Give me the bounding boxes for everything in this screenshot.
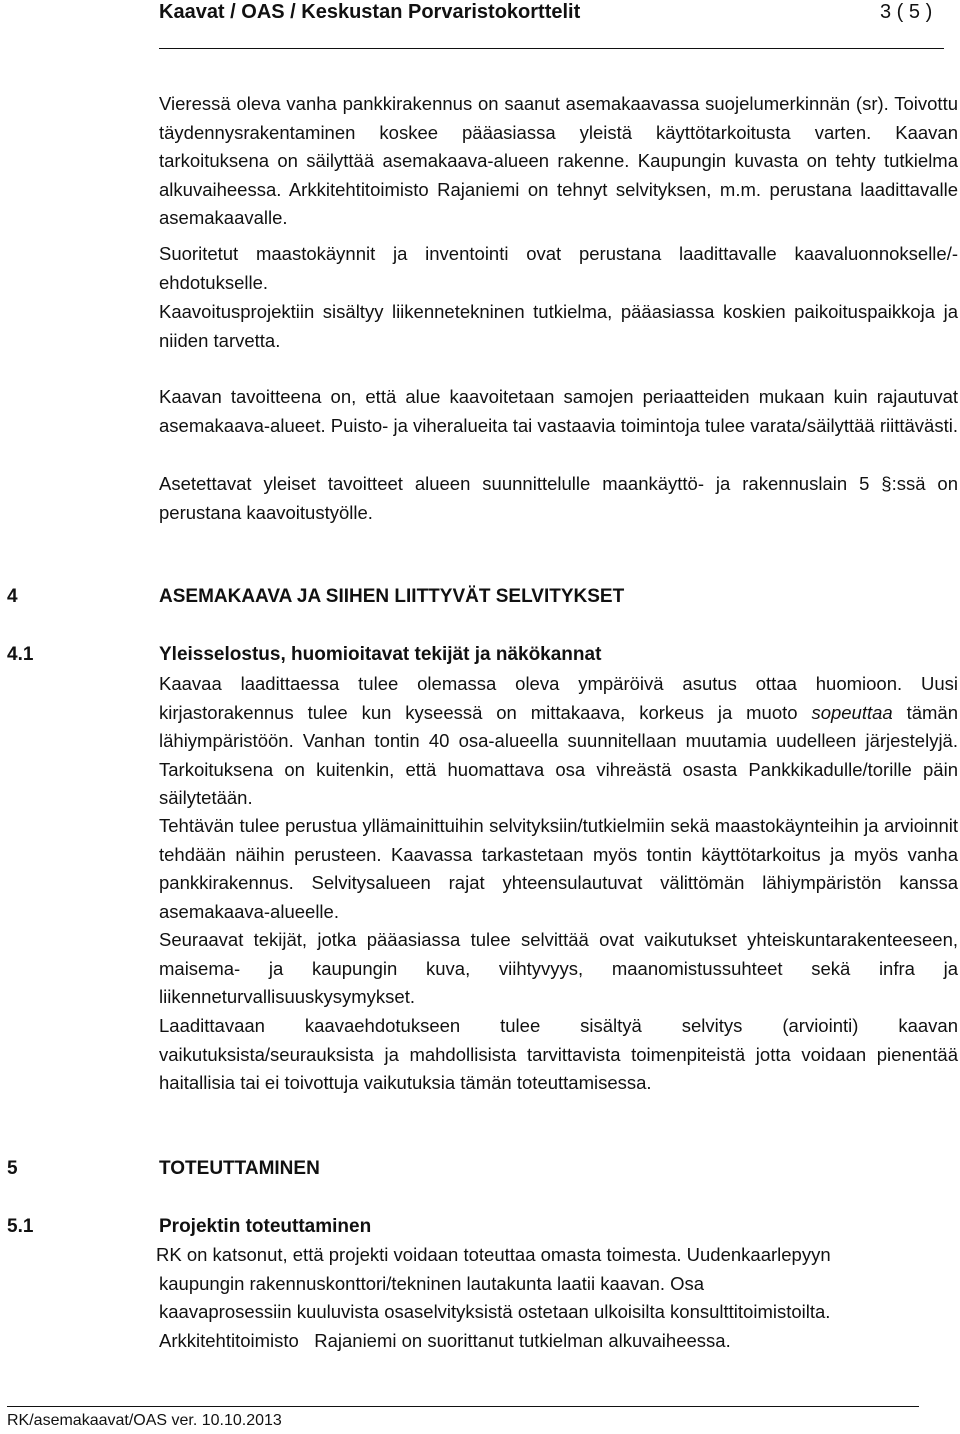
paragraph-text: tämän lähiympäristöön. Vanhan tontin 40 osa-alueella suunnitellaan muutamia uudelleen järjestelyjä. Tarkoituksena on kuitenkin, että huomattava osa vihreästä osasta Pankkikadulle/torille päin säilytetään.: [159, 701, 958, 808]
intro-paragraph-3: Kaavoitusprojektiin sisältyy liikennetekninen tutkielma, pääasiassa koskien paikoituspaikkoja ja niiden tarvetta.: [159, 301, 958, 351]
intro-paragraph-5: Asetettavat yleiset tavoitteet alueen suunnittelulle maankäyttö- ja rakennuslain 5 §:ssä on perustana kaavoitustyölle.: [159, 473, 958, 523]
header-divider: [159, 48, 944, 49]
section-4-1-paragraph-2: Tehtävän tulee perustua yllämainittuihin selvityksiin/tutkielmiin sekä maastokäynteihin ja arvioinnit tehdään näihin perusteen. Kaavassa tarkastetaan myös tontin käyttötarkoitus ja myös vanha pankkirakennus. Selvitysalueen rajat yhteensulautuvat välittömän lähiympäristön kanssa asemakaava-alueelle.: [159, 815, 958, 922]
section-5-1-line-4: Arkkitehtitoimisto Rajaniemi on suorittanut tutkielman alkuvaiheessa.: [159, 1330, 731, 1351]
footer-divider: [7, 1406, 919, 1407]
section-4-title: ASEMAKAAVA JA SIIHEN LIITTYVÄT SELVITYKSET: [159, 586, 625, 607]
section-4-1-title: Yleisselostus, huomioitavat tekijät ja näkökannat: [159, 644, 602, 665]
intro-paragraph-2: Suoritetut maastokäynnit ja inventointi ovat perustana laadittavalle kaavaluonnokselle/-ehdotukselle.: [159, 243, 958, 293]
section-5-1-line-1: RK on katsonut, että projekti voidaan toteuttaa omasta toimesta. Uudenkaarlepyyn: [156, 1244, 831, 1265]
section-5-number: 5: [7, 1158, 18, 1179]
section-4-1-paragraph-3: Seuraavat tekijät, jotka pääasiassa tulee selvittää ovat vaikutukset yhteiskuntarakenteeseen, maisema- ja kaupungin kuva, viihtyvyys, maanomistussuhteet sekä infra ja liikenneturvallisuuskysymykset.: [159, 929, 958, 1007]
intro-paragraph-1: Vieressä oleva vanha pankkirakennus on saanut asemakaavassa suojelumerkinnän (sr). Toivottu täydennysrakentaminen koskee pääasiassa yleistä käyttötarkoitusta varten. Kaavan tarkoituksena on säilyttää asemakaava-alueen rakenne. Kaupungin kuvasta on tehty tutkielma alkuvaiheessa. Arkkitehtitoimisto Rajaniemi on tehnyt selvityksen, m.m. perustana laadittavalle asemakaavalle.: [159, 93, 958, 229]
paragraph-text: Kaavaa laadittaessa tulee olemassa oleva ympäröivä asutus ottaa huomioon. Uusi kirjastorakennus tulee kun kyseessä on mittakaava, korkeus ja muoto: [159, 673, 958, 723]
section-5-title: TOTEUTTAMINEN: [159, 1158, 320, 1179]
section-5-1-line-2: kaupungin rakennuskonttori/tekninen lautakunta laatii kaavan. Osa: [159, 1273, 705, 1294]
page-number: 3 ( 5 ): [880, 1, 933, 23]
section-4-1-paragraph-4: Laadittavaan kaavaehdotukseen tulee sisältyä selvitys (arviointi) kaavan vaikutuksista/seurauksista ja mahdollisista tarvittavista toimenpiteistä jotta voidaan pienentää haitallisia tai ei toivottuja vaikutuksia tämän toteuttamisessa.: [159, 1015, 958, 1093]
section-4-number: 4: [7, 586, 18, 607]
intro-paragraph-4: Kaavan tavoitteena on, että alue kaavoitetaan samojen periaatteiden mukaan kuin rajautuvat asemakaava-alueet. Puisto- ja viheralueita tai vastaavia toimintoja tulee varata/säilyttää riittävästi.: [159, 386, 958, 436]
footer-version: RK/asemakaavat/OAS ver. 10.10.2013: [7, 1412, 282, 1429]
section-5-1-title: Projektin toteuttaminen: [159, 1216, 372, 1237]
emphasized-word: sopeuttaa: [811, 701, 893, 723]
section-5-1-line-3: kaavaprosessiin kuuluvista osaselvityksistä ostetaan ulkoisilta konsulttitoimistoilta.: [159, 1301, 831, 1322]
section-4-1-paragraph-1: [159, 670, 958, 813]
section-4-1-number: 4.1: [7, 644, 34, 665]
document-header-title: Kaavat / OAS / Keskustan Porvaristokorttelit: [159, 1, 581, 23]
section-5-1-number: 5.1: [7, 1216, 34, 1237]
